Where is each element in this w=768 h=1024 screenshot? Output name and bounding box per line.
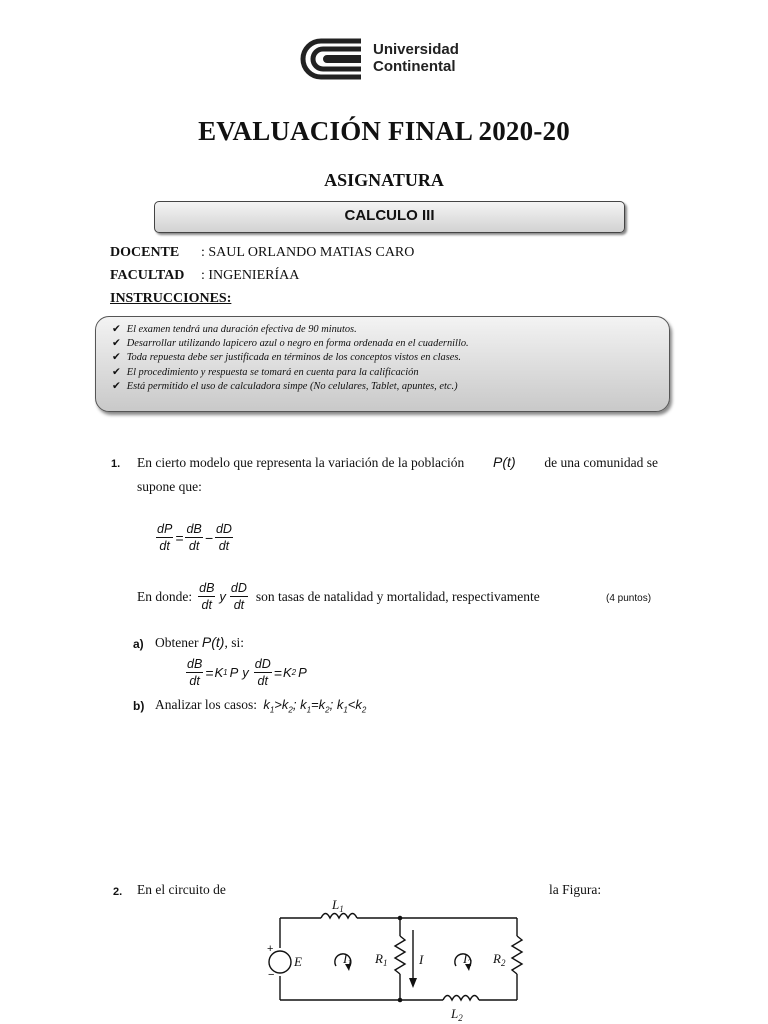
question-2-text-start: En el circuito de xyxy=(137,882,226,897)
part-b-text: Analizar los casos: $k_1>k_2$; $k_1=k_2$; $k_1<k_2$ xyxy=(155,697,367,715)
current-arrow-icon xyxy=(409,978,417,988)
svg-text:E: E xyxy=(294,954,302,969)
question-2-text-end: la Figura: xyxy=(549,882,602,897)
instructions-title: INSTRUCCIONES: xyxy=(110,291,232,306)
check-icon: ✔ xyxy=(112,324,121,335)
pt-expression: P(t) xyxy=(493,454,516,470)
subject-box xyxy=(154,201,625,233)
svg-text:I2: $I_2$ xyxy=(463,951,472,968)
subject-name: CALCULO III xyxy=(344,207,435,224)
university-logo xyxy=(297,37,477,81)
check-icon: ✔ xyxy=(112,380,121,392)
resistor-r2 xyxy=(512,936,522,974)
exam-title: EVALUACIÓN FINAL 2020-20 xyxy=(198,116,570,146)
instruction-item: ✔ El examen tendrá una duración efectiva de 90 minutos. xyxy=(112,324,357,335)
check-icon: ✔ xyxy=(112,366,121,378)
instructions-box xyxy=(95,316,670,412)
points-label: (4 puntos) xyxy=(606,593,652,604)
inductor-l2 xyxy=(443,996,479,1001)
logo-text-line1: Universidad xyxy=(373,41,459,58)
population-equation: $\frac{dP}{dt}$ = $\frac{dB}{dt}$ − $\frac{dD}{dt}$ xyxy=(157,522,232,553)
logo-text-line2: Continental xyxy=(373,58,456,75)
question-1-definitions: En donde: $\frac{dB}{dt}$ y $\frac{dD}{dt}$ son tasas de natalidad y mortalidad, respectivamente xyxy=(137,581,540,612)
question-2-number: 2. xyxy=(113,886,123,898)
docente-label: DOCENTE xyxy=(110,245,180,260)
part-a-label: a) xyxy=(133,637,144,651)
resistor-r1 xyxy=(395,936,405,974)
facultad-value: : INGENIERÍAA xyxy=(201,268,300,283)
logo-text xyxy=(373,41,459,75)
svg-text:R2: $R_2$ xyxy=(493,951,506,968)
facultad-label: FACULTAD xyxy=(110,268,185,283)
instructions-list xyxy=(112,323,469,394)
instruction-item: ✔ Toda repuesta debe ser justificada en términos de los conceptos vistos en clases. xyxy=(112,352,462,364)
svg-text:−: − xyxy=(268,969,275,981)
inductor-l1 xyxy=(321,914,357,919)
instruction-item: ✔ Está permitido el uso de calculadora simpe (No celulares, Tablet, apuntes, etc.) xyxy=(112,380,458,392)
part-a-text: Obtener P(t), si: xyxy=(155,634,244,650)
question-1-number: 1. xyxy=(111,458,121,470)
continental-logo-icon xyxy=(297,37,367,81)
instruction-item: ✔ Desarrollar utilizando lapicero azul o negro en forma ordenada en el cuadernillo. xyxy=(112,338,469,350)
svg-text:+: + xyxy=(267,943,274,955)
svg-text:I1: $I_1$ xyxy=(343,951,352,968)
part-b-label: b) xyxy=(133,699,145,713)
svg-text:L2: $L_2$ xyxy=(451,1006,463,1023)
check-icon: ✔ xyxy=(112,338,121,350)
svg-text:R1: $R_1$ xyxy=(375,951,388,968)
instruction-item: ✔ El procedimiento y respuesta se tomará en cuenta para la calificación xyxy=(112,366,419,378)
rates-equation: $\frac{dB}{dt}$ = K 1 P y $\frac{dD}{dt}$ = K 2 P xyxy=(187,657,307,688)
circuit-diagram xyxy=(255,896,545,1024)
docente-value: : SAUL ORLANDO MATIAS CARO xyxy=(201,245,415,260)
svg-text:I: I xyxy=(419,952,424,967)
question-1-line1: En cierto modelo que representa la variación de la población P(t) de una comunidad se xyxy=(137,454,658,470)
question-1-line2: supone que: xyxy=(137,479,202,494)
check-icon: ✔ xyxy=(112,352,121,364)
cases-expression: $k_1>k_2$; $k_1=k_2$; $k_1<k_2$ xyxy=(263,697,367,715)
pt-expression: P(t) xyxy=(201,634,225,650)
subject-label: ASIGNATURA xyxy=(324,170,444,190)
svg-text:L1: $L_1$ xyxy=(332,897,344,914)
